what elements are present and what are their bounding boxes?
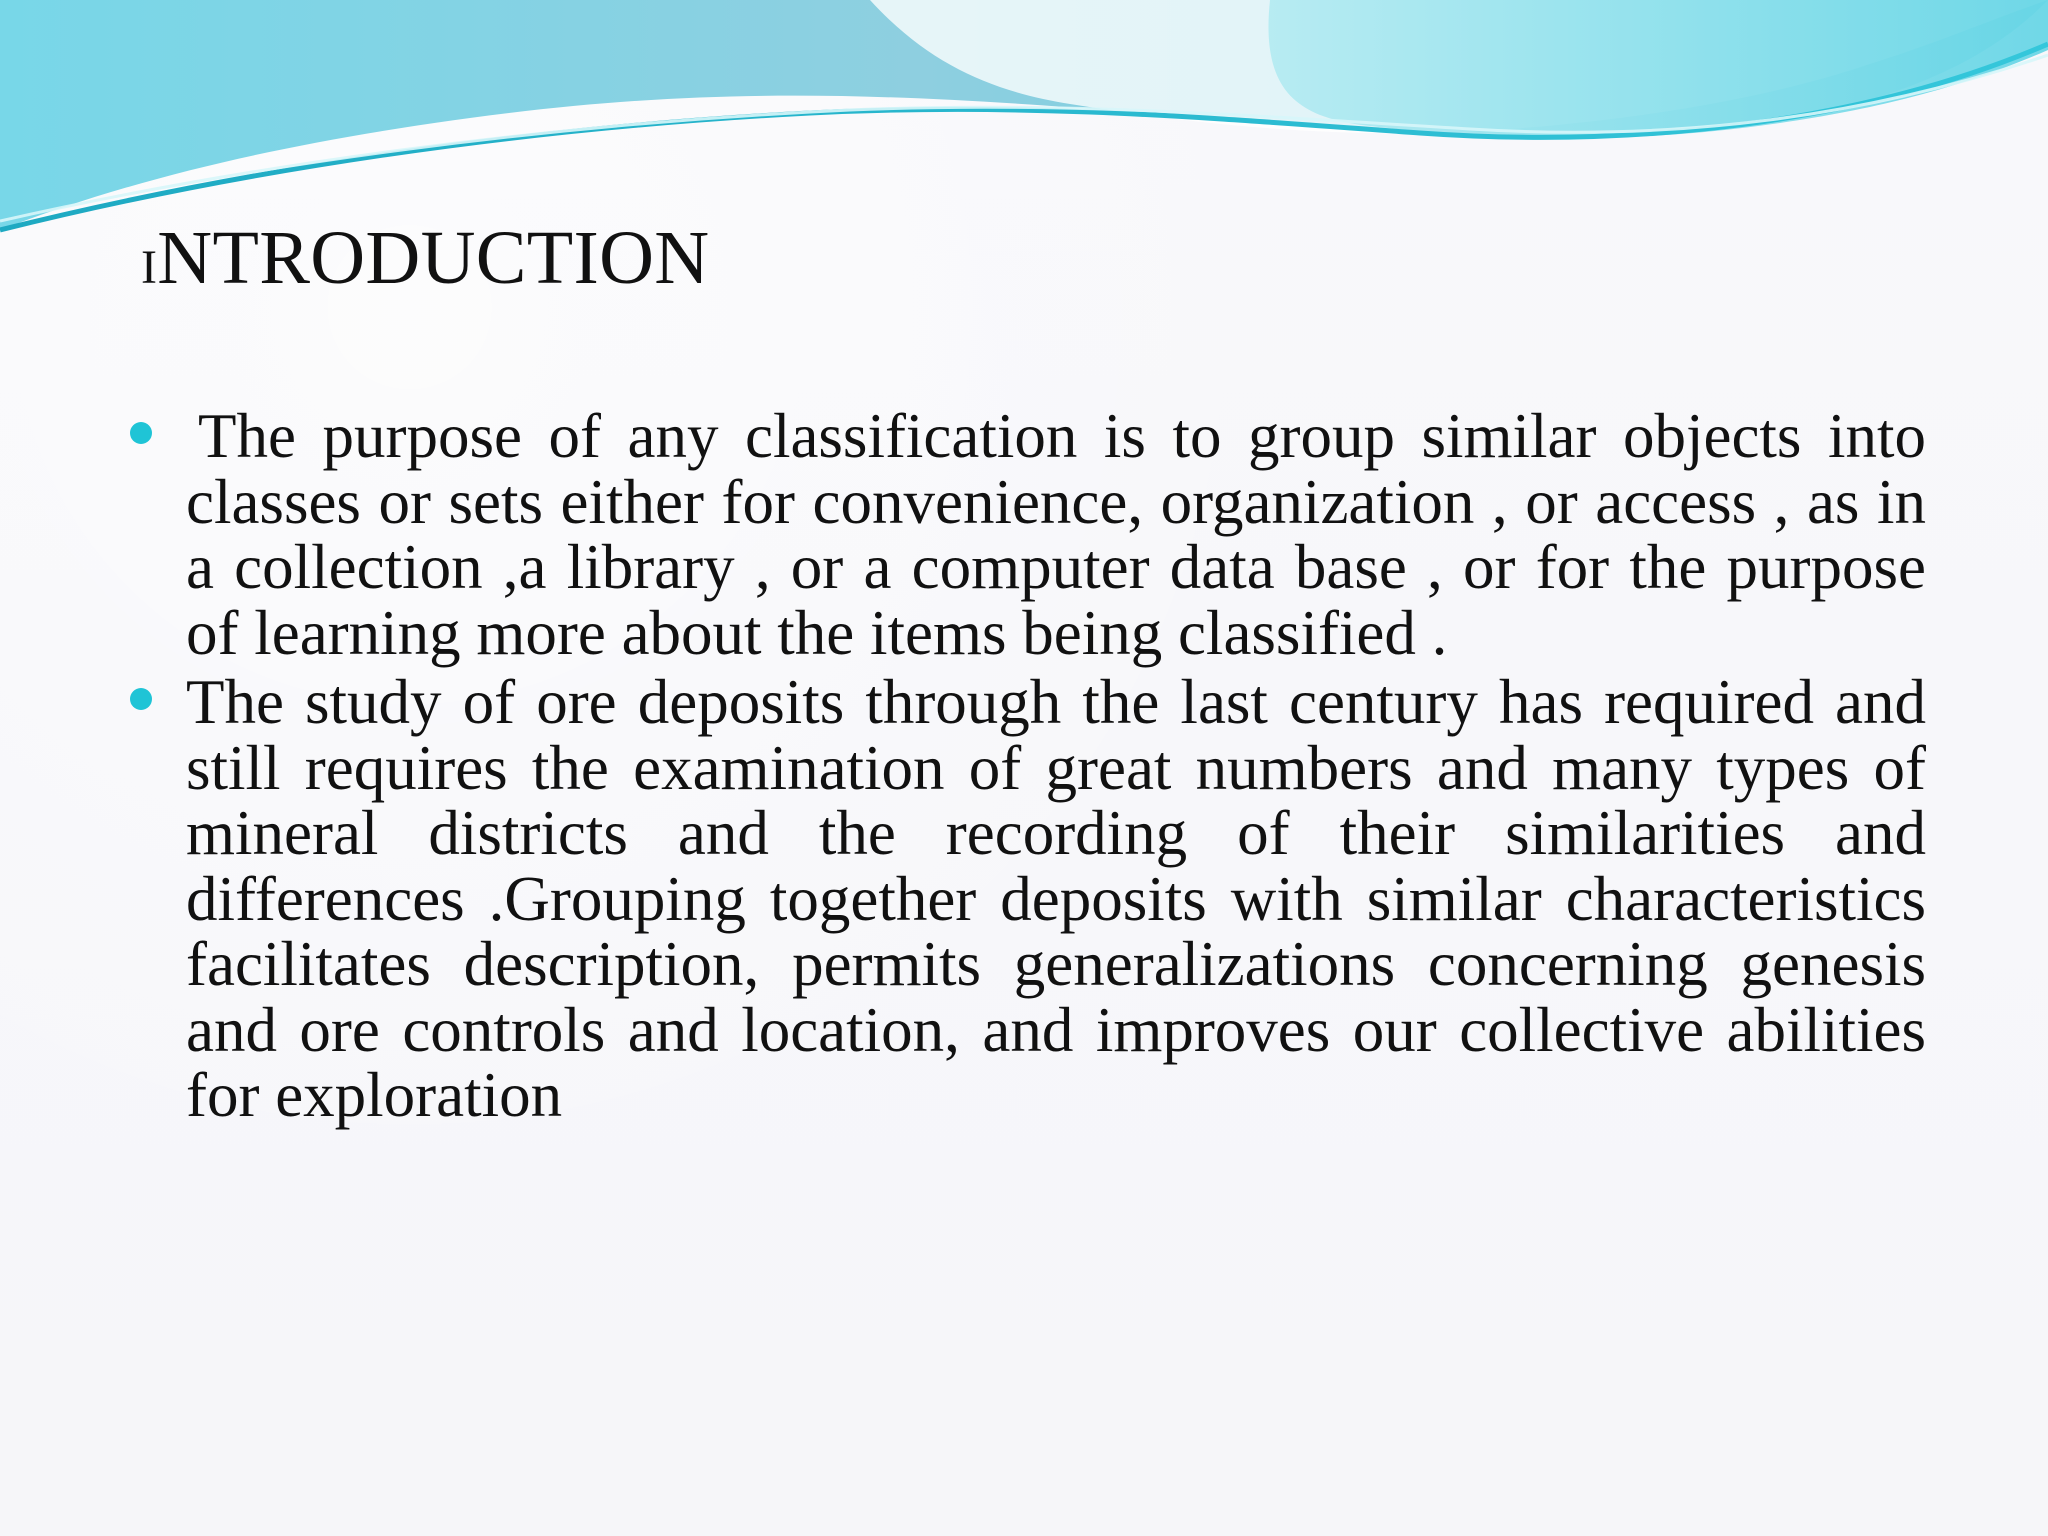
bullet-icon (130, 688, 152, 710)
bullet-item (186, 401, 1926, 668)
slide-title-rest: NTRODUCTION (157, 216, 710, 300)
bullet-item (186, 667, 1926, 1130)
bullet-text: The study of ore deposits through the last century has required and still requires the examination of great numbers and many types of mineral districts and the recording of their similarities and differences .Grouping together deposits with similar characteristics facilitates description, permits generalizations concerning genesis and ore controls and location, and improves our collective abilities for exploration (186, 667, 1926, 1130)
bullet-icon (130, 422, 152, 444)
slide-title (141, 216, 710, 300)
bullet-text: The purpose of any classification is to group similar objects into classes or sets either for convenience, organization , or access , as in a collection ,a library , or a computer data base , or for the purpose of learning more about the items being classified . (186, 401, 1926, 668)
slide-title-initial: I (141, 241, 158, 294)
decorative-wave-header (0, 0, 2048, 250)
bullet-list (186, 401, 1926, 1133)
